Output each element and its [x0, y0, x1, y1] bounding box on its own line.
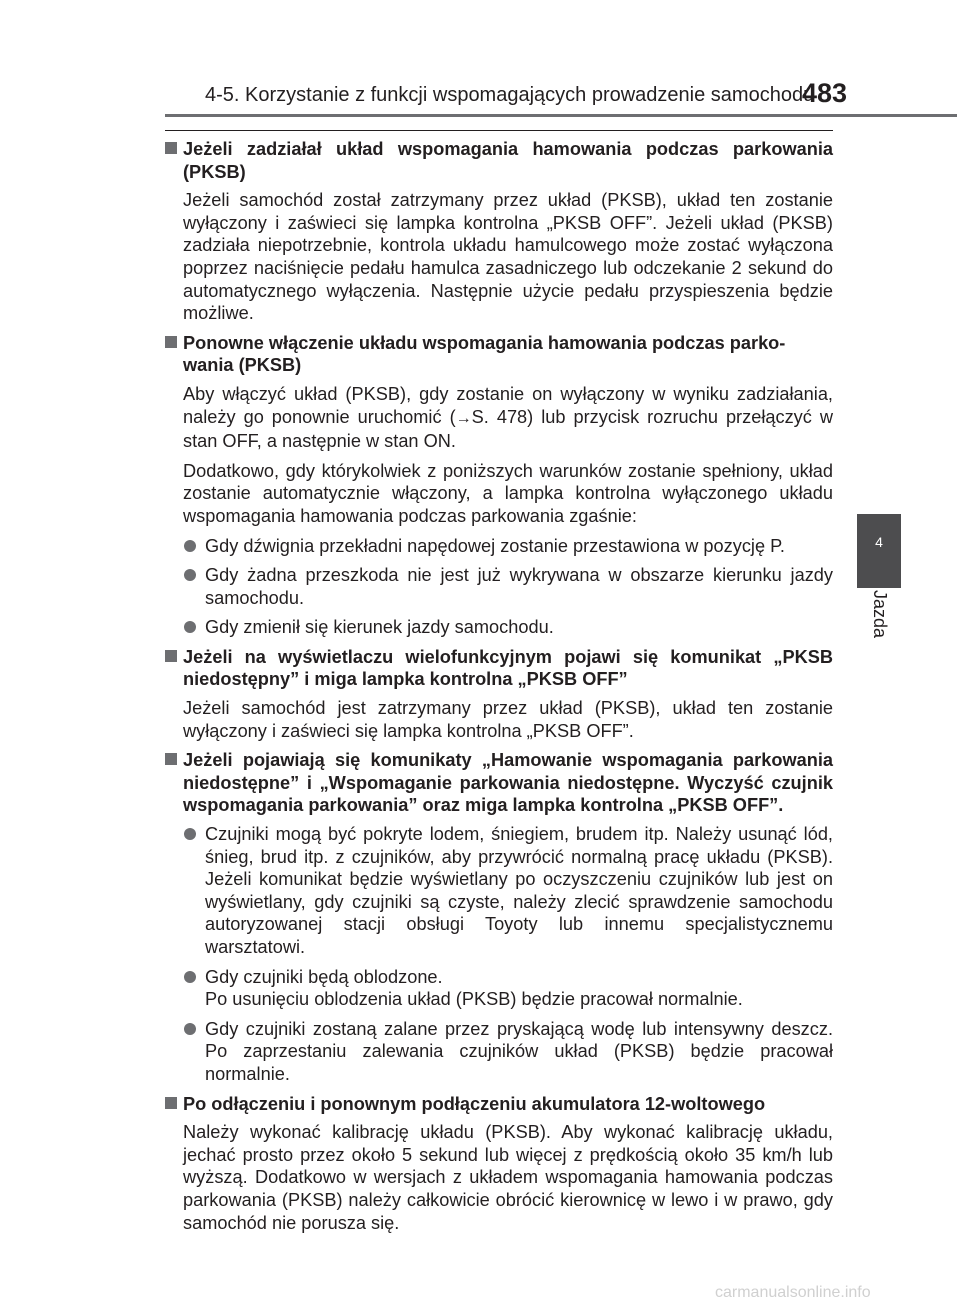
page-number: 483 [802, 78, 848, 108]
paragraph: Należy wykonać kalibrację układu (PKSB). Aby wykonać kalibrację układu, jechać prosto przez około 5 sekund lub więcej z prędkością około 35 km/h lub wyższą. Dodatkowo w wersjach z układem wspomagania hamowania podczas parkowania (PKSB) należy całkowicie obrócić kierownicę w lewo i w prawo, gdy samochód nie porusza się. [183, 1122, 833, 1233]
square-bullet-icon [165, 336, 177, 348]
list-item: Czujniki mogą być pokryte lodem, śniegiem, brudem itp. Należy usunąć lód, śnieg, brud itp. z czujników, aby przywrócić normalną pracę układu (PKSB). Jeżeli komunikat będzie wyświetlany po oczyszczeniu czujników lub jest on wyświetlany, gdy czujniki są czyste, należy zlecić sprawdzenie samochodu autoryzowanej stacji obsługi Toyoty lub innemu specjalistycznemu warsztatowi. [165, 823, 833, 959]
list-item: Gdy żadna przeszkoda nie jest już wykrywana w obszarze kierunku jazdy samochodu. [165, 564, 833, 609]
round-bullet-icon [184, 828, 196, 840]
list-item: Gdy czujniki zostaną zalane przez pryskającą wodę lub intensywny deszcz. Po zaprzestaniu zalewania czujników układ (PKSB) będzie pracował normalnie. [165, 1018, 833, 1086]
square-bullet-icon [165, 753, 177, 765]
round-bullet-icon [184, 621, 196, 633]
round-bullet-icon [184, 1023, 196, 1035]
paragraph: Jeżeli samochód jest zatrzymany przez układ (PKSB), układ ten zostanie wyłączony i zaświeci się lampka kontrolna „PKSB OFF”. [183, 698, 833, 741]
header-title: 4-5. Korzystanie z funkcji wspomagających prowadzenie samochodu [205, 84, 815, 106]
list-item: Gdy zmienił się kierunek jazdy samochodu. [165, 616, 833, 639]
section-heading: Jeżeli zadziałał układ wspomagania hamowania podczas parkowania (PKSB) [165, 138, 833, 183]
document-body [165, 138, 833, 1241]
section-heading: Ponowne włączenie układu wspomagania hamowania podczas parko- wania (PKSB) [165, 332, 833, 377]
section-rule [165, 130, 833, 131]
square-bullet-icon [165, 142, 177, 154]
square-bullet-icon [165, 1097, 177, 1109]
round-bullet-icon [184, 971, 196, 983]
round-bullet-icon [184, 569, 196, 581]
section-heading: Po odłączeniu i ponownym podłączeniu akumulatora 12-woltowego [165, 1093, 833, 1116]
list-item: Gdy dźwignia przekładni napędowej zostanie przestawiona w pozycję P. [165, 535, 833, 558]
paragraph: Dodatkowo, gdy którykolwiek z poniższych warunków zostanie spełniony, układ zostanie automatycznie włączony, a lampka kontrolna wyłączonego układu wspomagania hamowania podczas parkowania zgaśnie: [183, 460, 833, 526]
chapter-label: Jazda [870, 590, 890, 639]
page-reference[interactable]: S. 478) lub przycisk rozruchu przełączyć w stan OFF, a następnie w stan ON. [183, 406, 833, 452]
watermark: carmanualsonline.info [715, 1284, 871, 1301]
header-rule [165, 114, 957, 117]
round-bullet-icon [184, 540, 196, 552]
list-item: Gdy czujniki będą oblodzone. Po usunięciu oblodzenia układ (PKSB) będzie pracował normalnie. [165, 966, 833, 1011]
paragraph: Jeżeli samochód został zatrzymany przez układ (PKSB), układ ten zostanie wyłączony i zaświeci się lampka kontrolna „PKSB OFF”. Jeżeli układ (PKSB) zadziała niepotrzebnie, kontrola układu hamulcowego może zostać wyłączona poprzez naciśnięcie pedału hamulca zasadniczego lub odczekanie 2 sekund do automatycznego wyłączenia. Następnie użycie pedału przyspieszenia będzie możliwe. [183, 190, 833, 324]
page-header [0, 0, 960, 120]
chapter-tab[interactable] [857, 514, 901, 588]
section-heading: Jeżeli na wyświetlaczu wielofunkcyjnym pojawi się komunikat „PKSB niedostępny” i miga lampka kontrolna „PKSB OFF” [165, 646, 833, 691]
chapter-number: 4 [875, 534, 883, 550]
square-bullet-icon [165, 650, 177, 662]
section-heading: Jeżeli pojawiają się komunikaty „Hamowanie wspomagania parkowania niedostępne” i „Wspomaganie parkowania niedostępne. Wyczyść czujnik wspomagania parkowania” oraz miga lampka kontrolna „PKSB OFF”. [165, 749, 833, 817]
paragraph: Aby włączyć układ (PKSB), gdy zostanie on wyłączony w wyniku zadziałania, należy go ponownie uruchomić (→S. 478) lub przycisk rozruchu przełączyć w stan OFF, a następnie w stan ON. [183, 383, 833, 452]
page-reference-arrow-icon: → [455, 409, 472, 427]
